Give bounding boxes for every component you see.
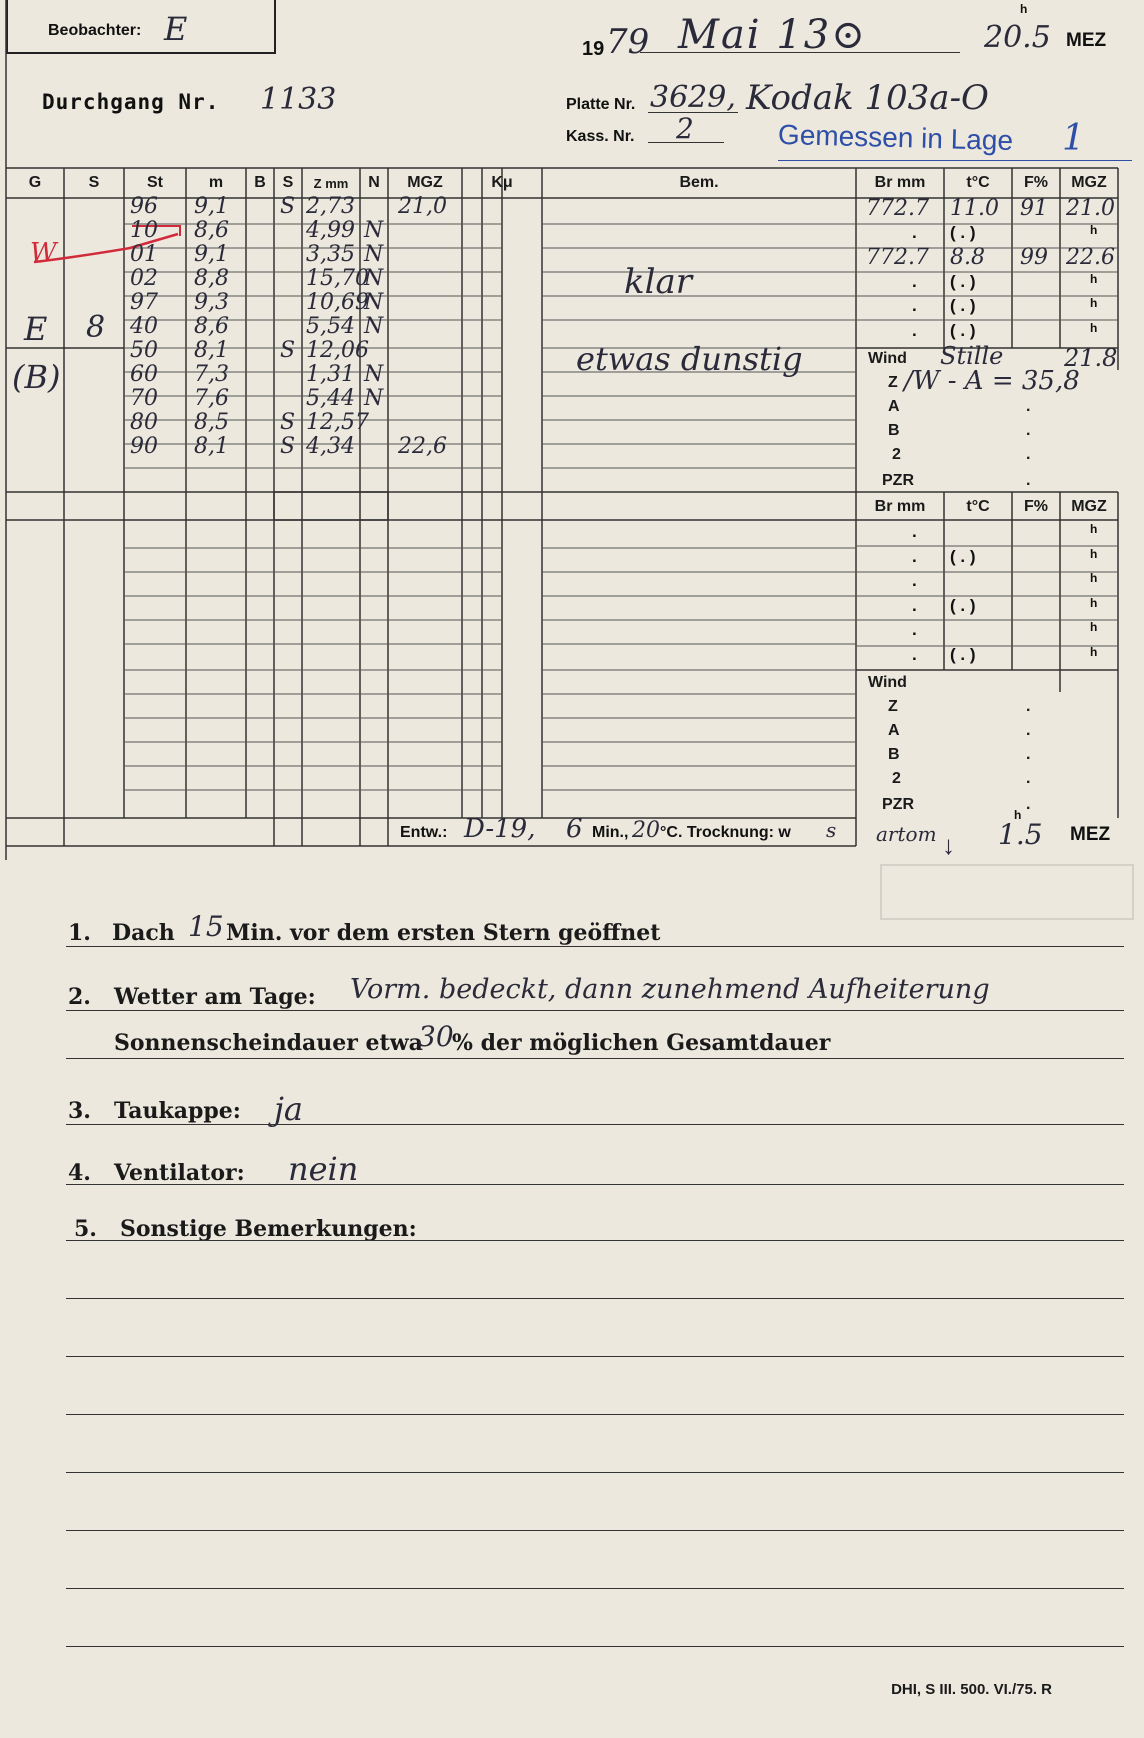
plate-value: 3629, [650,80,736,115]
q4-rule [66,1184,1124,1185]
meteo2-a-label: A [888,722,900,739]
meteo1-meteo-br: . [912,320,917,340]
cell-st: 96 [130,194,158,219]
meteo1-meteo-t: ( . ) [950,320,976,340]
meteo2-header-t: t°C [966,498,990,515]
cell-m: 8,5 [194,410,229,435]
meteo1-meteo-f: 91 [1020,196,1048,221]
cell-m: 9,3 [194,290,229,315]
plate-label: Platte Nr. [566,96,636,113]
cell-n: N [364,314,384,339]
meteo1-meteo-br: 772.7 [866,196,929,221]
meteo1-meteo-f: 99 [1020,245,1048,270]
q5-label: Sonstige Bemerkungen: [120,1216,417,1242]
remarks-line [66,1530,1124,1531]
meteo1-header-br: Br mm [874,174,926,191]
meteo1-header-f: F% [1024,174,1048,191]
meteo2-2-label: 2 [892,770,901,787]
cell-st: 97 [130,290,158,315]
end-time: 1.5 [998,818,1043,851]
cell-z: 3,35 [306,242,355,267]
meteo1-meteo-mgz: h [1090,296,1098,310]
q4-number: 4. [68,1160,91,1186]
q2-label: Wetter am Tage: [114,984,316,1010]
meteo1-wind-value: Stille [940,342,1004,370]
cell-m: 7,3 [194,362,229,387]
meteo1-header-t: t°C [966,174,990,191]
cell-m: 8,6 [194,218,229,243]
meteo1-meteo-mgz: 21.0 [1066,196,1115,221]
cell-mgz: 21,0 [398,194,447,219]
min-label: Min., [592,824,629,841]
cell-s: S [280,338,296,363]
cell-z: 4,99 [306,218,355,243]
transit-label: Durchgang Nr. [42,90,220,114]
q1-prefix: Dach [112,920,175,946]
timezone: MEZ [1066,30,1107,51]
col-header-n: N [368,174,380,191]
q2-value: Vorm. bedeckt, dann zunehmend Aufheiterung [350,974,990,1005]
sunshine-rule [66,1058,1124,1059]
cell-st: 10 [130,218,158,243]
bleed-through-box [880,864,1134,920]
cassette-label: Kass. Nr. [566,128,635,145]
meteo1-meteo-br: . [912,271,917,291]
meteo2-a-dot: . [1026,722,1031,739]
meteo2-z-label: Z [888,698,898,715]
time-h: h [1020,2,1028,16]
meteo2-2-dot: . [1026,770,1031,787]
remark-dunstig: etwas dunstig [576,340,803,378]
observer-label: Beobachter: [48,22,142,39]
meteo2-meteo-br: . [912,522,917,541]
cell-m: 8,1 [194,338,229,363]
meteo1-2-label: 2 [892,446,901,463]
meteo1-meteo-t: 8.8 [950,245,985,270]
q5-rule [66,1240,1124,1241]
q2-number: 2. [68,984,91,1010]
meteo2-meteo-t: ( . ) [950,595,976,615]
meteo2-meteo-mgz: h [1090,522,1098,536]
cell-st: 40 [130,314,158,339]
col-header-s2: S [282,174,294,191]
cell-s: S [280,434,296,459]
group-s1: 8 [86,310,106,345]
col-header-zmm: Z mm [313,176,349,191]
col-header-bem: Bem. [679,174,719,191]
measured-stamp-value: 1 [1062,118,1085,159]
temp-value: 20 [632,818,660,843]
meteo2-meteo-t: ( . ) [950,546,976,566]
meteo1-wind-mgz: 21.8 [1064,344,1118,372]
red-w-mark: W [30,238,57,268]
meteo1-meteo-t: 11.0 [950,196,999,221]
group-g1: E [24,310,48,348]
meteo2-b-label: B [888,746,900,763]
q1-number: 1. [68,920,91,946]
cell-s: S [280,410,296,435]
meteo2-meteo-br: . [912,644,917,664]
q3-value: ja [274,1090,303,1128]
cell-m: 9,1 [194,242,229,267]
cell-z: 12,06 [306,338,369,363]
cell-st: 02 [130,266,158,291]
meteo1-a-label: A [888,398,900,415]
meteo1-meteo-br: . [912,296,917,315]
q3-label: Taukappe: [114,1098,241,1124]
cell-st: 80 [130,410,158,435]
end-tz: MEZ [1070,824,1111,845]
entw-value: D-19, [464,814,536,844]
tc-label: °C. Trocknung: w [660,824,791,841]
meteo1-z-label: Z [888,374,898,391]
group-g2: (B) [12,358,61,396]
tc-value: s [826,818,837,842]
meteo2-meteo-mgz: h [1090,571,1098,585]
cell-m: 8,6 [194,314,229,339]
cell-st: 50 [130,338,158,363]
meteo2-z-dot: . [1026,698,1031,715]
q4-value: nein [288,1150,359,1188]
end-h: h [1014,808,1022,822]
meteo2-header-f: F% [1024,498,1048,515]
col-header-m: m [208,174,224,191]
meteo2-meteo-br: . [912,571,917,590]
meteo2-meteo-mgz: h [1090,620,1098,634]
sunshine-suffix: % der möglichen Gesamtdauer [452,1030,831,1056]
year-suffix: 79 [606,22,650,62]
meteo2-meteo-br: . [912,620,917,639]
meteo1-b-dot: . [1026,422,1031,439]
remarks-line [66,1298,1124,1299]
cell-m: 8,1 [194,434,229,459]
cell-z: 5,44 [306,386,355,411]
remarks-line [66,1588,1124,1589]
cell-z: 12,57 [306,410,369,435]
sunshine-prefix: Sonnenscheindauer etwa [114,1030,423,1056]
cassette-value: 2 [676,112,694,145]
cell-n: N [364,242,384,267]
meteo1-2-dot: . [1026,446,1031,463]
down-arrow-icon: ↓ [942,830,955,860]
col-header-st: St [147,174,163,191]
cell-n: N [364,218,384,243]
meteo1-meteo-mgz: h [1090,320,1098,335]
meteo2-meteo-mgz: h [1090,644,1098,659]
meteo2-pzr-label: PZR [882,796,914,813]
measured-stamp: Gemessen in Lage [777,118,1014,157]
meteo1-meteo-br: 772.7 [866,245,929,270]
cell-z: 4,34 [306,434,355,459]
meteo2-meteo-mgz: h [1090,595,1098,610]
meteo2-meteo-br: . [912,595,917,615]
col-header-b: B [254,174,266,191]
meteo1-a-dot: . [1026,398,1031,415]
q1-rule [66,946,1124,947]
col-header-mgz: MGZ [407,174,443,191]
cell-z: 15,70 [306,266,369,291]
cell-m: 9,1 [194,194,229,219]
meteo1-b-label: B [888,422,900,439]
q3-number: 3. [68,1098,91,1124]
meteo1-meteo-t: ( . ) [950,222,976,242]
meteo1-pzr-label: PZR [882,472,914,489]
q1-value: 15 [188,910,224,943]
q1-suffix: Min. vor dem ersten Stern geöffnet [226,920,661,946]
col-header-kmu: Kμ [491,174,513,191]
cell-m: 7,6 [194,386,229,411]
remarks-line [66,1646,1124,1647]
meteo1-meteo-br: . [912,222,917,242]
meteo2-header-br: Br mm [874,498,926,515]
col-header-g: G [28,174,42,191]
year-prefix: 19 [582,38,605,60]
meteo1-meteo-mgz: h [1090,222,1098,237]
meteo2-header-mgz: MGZ [1071,498,1107,515]
cell-n: N [364,386,384,411]
cell-s: S [280,194,296,219]
meteo1-meteo-mgz: h [1090,271,1098,286]
entw-label: Entw.: [400,824,448,841]
meteo1-meteo-t: ( . ) [950,296,976,315]
q4-label: Ventilator: [114,1160,245,1186]
remarks-line [66,1356,1124,1357]
remarks-line [66,1472,1124,1473]
remark-klar: klar [624,262,692,302]
q5-number: 5. [74,1216,97,1242]
meteo2-meteo-t: ( . ) [950,644,976,664]
cell-z: 10,69 [306,290,369,315]
meteo2-b-dot: . [1026,746,1031,763]
meteo1-wind-label: Wind [868,350,907,367]
q3-rule [66,1124,1124,1125]
time-value: 20.5 [984,20,1051,55]
cell-n: N [364,266,384,291]
cell-st: 70 [130,386,158,411]
date-value: Mai 13⊙ [678,12,867,58]
plate-type: Kodak 103a-O [746,78,989,118]
meteo1-header-mgz: MGZ [1071,174,1107,191]
cell-z: 2,73 [306,194,355,219]
cell-st: 01 [130,242,158,267]
min-value: 6 [566,814,583,844]
end-note: artom [876,822,937,846]
meteo2-meteo-br: . [912,546,917,566]
cell-st: 90 [130,434,158,459]
cell-z: 5,54 [306,314,355,339]
cell-n: N [364,290,384,315]
q2-rule [66,1010,1124,1011]
meteo1-z-value: /W - A = 35,8 [904,366,1080,396]
meteo2-pzr-dot: . [1026,796,1031,813]
meteo1-pzr-dot: . [1026,472,1031,489]
meteo1-meteo-mgz: 22.6 [1066,245,1115,270]
cell-z: 1,31 [306,362,355,387]
cell-m: 8,8 [194,266,229,291]
cell-st: 60 [130,362,158,387]
form-code: DHI, S III. 500. VI./75. R [891,1681,1052,1698]
cell-n: N [364,362,384,387]
meteo1-meteo-t: ( . ) [950,271,976,291]
meteo2-wind-label: Wind [868,674,907,691]
cell-mgz: 22,6 [398,434,447,459]
remarks-line [66,1414,1124,1415]
col-header-s: S [88,174,100,191]
sunshine-value: 30 [418,1020,454,1053]
meteo2-meteo-mgz: h [1090,546,1098,561]
observer-value: E [164,10,188,48]
transit-value: 1133 [260,82,337,117]
